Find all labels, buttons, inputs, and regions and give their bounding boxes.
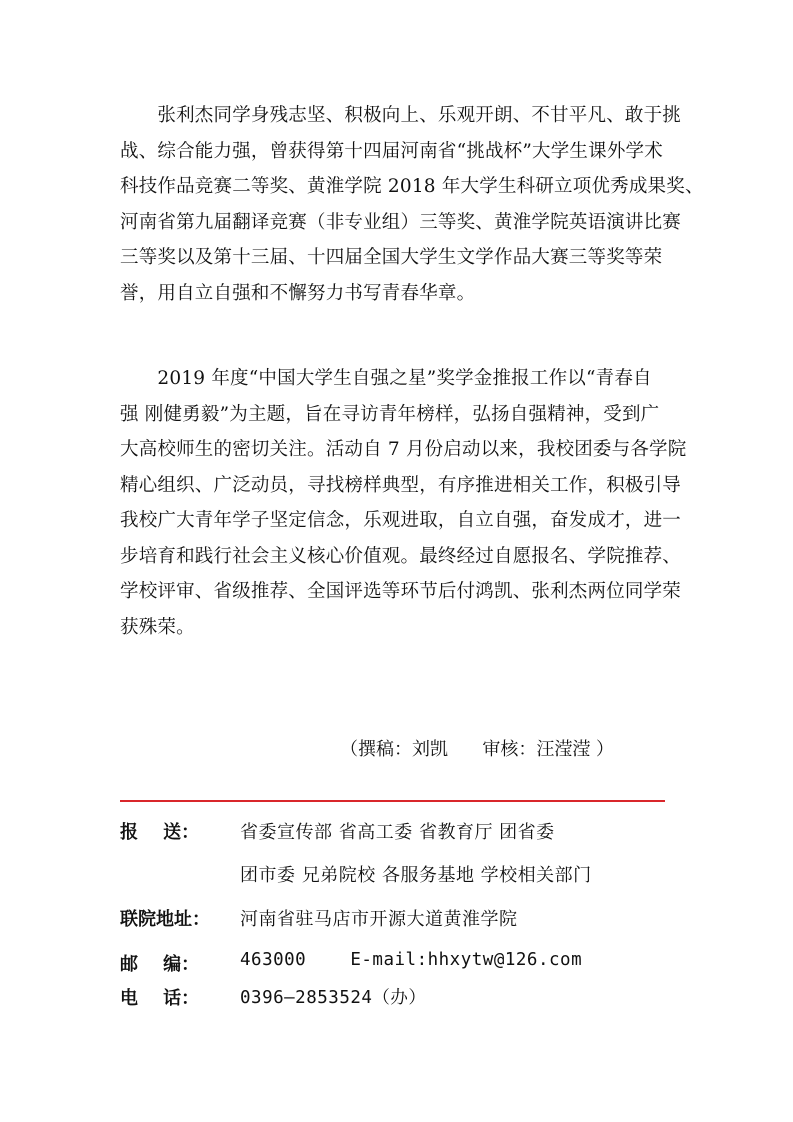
paragraph-line: 大高校师生的密切关注。活动自 7 月份启动以来，我校团委与各学院 (120, 439, 687, 460)
paragraph-line: 学校评审、省级推荐、全国评选等环节后付鸿凯、张利杰两位同学荣 (120, 581, 682, 602)
phone-value: 0396—2853524（办） (240, 988, 427, 1008)
paragraph-line: 战、综合能力强，曾获得第十四届河南省“挑战杯”大学生课外学术 (120, 140, 663, 162)
red-divider (120, 800, 665, 802)
address-label: 联院地址： (120, 909, 210, 930)
paragraph-line: 强 刚健勇毅”为主题，旨在寻访青年榜样，弘扬自强精神，受到广 (120, 403, 660, 425)
paragraph-achievements (120, 98, 704, 311)
paragraph-line: 获殊荣。 (120, 616, 195, 638)
paragraph-line: 精心组织、广泛动员，寻找榜样典型，有序推进相关工作，积极引导 (120, 474, 682, 496)
paragraph-line: 誉，用自立自强和不懈努力书写青春华章。 (120, 282, 476, 304)
paragraph-line: 三等奖以及第十三届、十四届全国大学生文学作品大赛三等奖等荣 (120, 247, 663, 268)
author-credit: （撰稿：刘凯 审核：汪滢滢 ） (340, 739, 615, 760)
send-to-recipients-continued: 团市委 兄弟院校 各服务基地 学校相关部门 (240, 865, 592, 886)
paragraph-line: 河南省第九届翻译竞赛（非专业组）三等奖、黄淮学院英语演讲比赛 (120, 211, 682, 233)
postcode-label: 邮 编： (120, 954, 200, 975)
postcode-email-value: 463000 E-mail:hhxytw@126.com (240, 950, 583, 970)
send-to-recipients: 省委宣传部 省高工委 省教育厅 团省委 (240, 822, 555, 843)
paragraph-line: 2019 年度“中国大学生自强之星”奖学金推报工作以“青春自 (120, 368, 652, 389)
paragraph-line: 步培育和践行社会主义核心价值观。最终经过自愿报名、学院推荐、 (120, 545, 682, 567)
phone-label: 电 话： (120, 988, 200, 1009)
paragraph-activity (120, 361, 687, 645)
paragraph-line: 科技作品竞赛二等奖、黄淮学院 2018 年大学生科研立项优秀成果奖、 (120, 176, 704, 197)
paragraph-line: 张利杰同学身残志坚、积极向上、乐观开朗、不甘平凡、敢于挑 (120, 105, 682, 126)
address-value: 河南省驻马店市开源大道黄淮学院 (240, 909, 518, 930)
send-to-label: 报 送： (120, 822, 200, 843)
paragraph-line: 我校广大青年学子坚定信念，乐观进取，自立自强，奋发成才，进一 (120, 510, 682, 531)
